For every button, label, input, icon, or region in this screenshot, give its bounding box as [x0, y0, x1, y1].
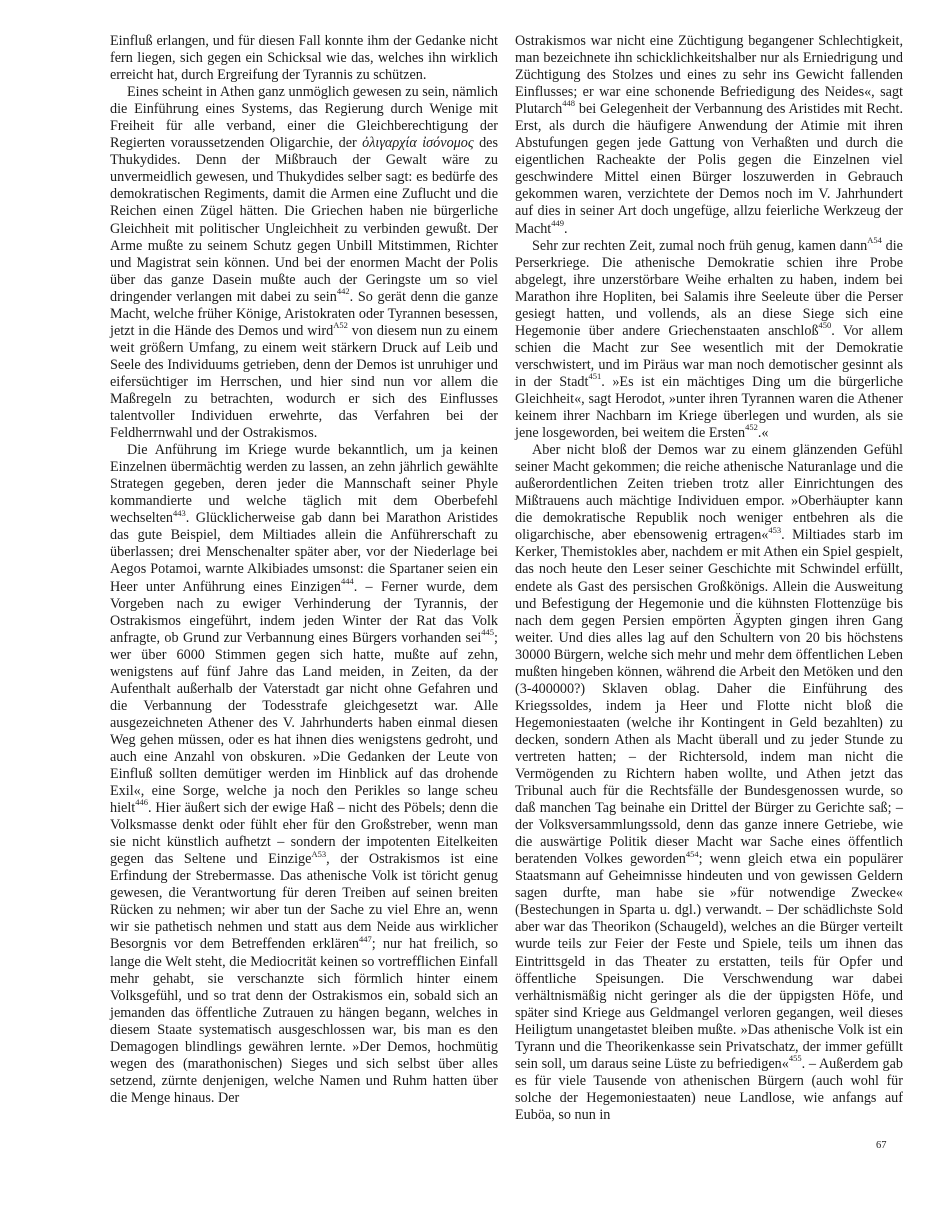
footnote-ref: 446 — [135, 797, 148, 808]
footnote-ref: 442 — [336, 285, 350, 296]
footnote-ref: 449 — [551, 217, 564, 228]
footnote-ref: 453 — [768, 524, 782, 535]
footnote-ref: 454 — [685, 848, 699, 859]
footnote-ref: 447 — [359, 933, 372, 944]
footnote-ref: A54 — [867, 234, 882, 245]
right-text-column — [515, 33, 903, 1124]
footnote-ref: 451 — [588, 371, 602, 382]
paragraph: Einfluß erlangen, und für diesen Fall konnte ihm der Gedanke nicht fern liegen, sich gegen ein Schicksal wie das, welches ihn wirklich erreicht hat, durch Ergreifung der Tyrannis zu schützen. — [110, 33, 498, 84]
greek-term: ὀλιγαρχία ἰσόνομος — [362, 135, 474, 152]
footnote-ref: 448 — [562, 98, 576, 109]
left-text-column — [110, 33, 498, 1107]
paragraph: Die Anführung im Kriege wurde bekanntlich, um ja keinen Einzelnen übermächtig werden zu lassen, an zehn jährlich gewählte Strategen gegeben, deren jeder die Mannschaft seiner Phyle kommandierte und welche täglich mit dem Oberbefehl wechselten$^{443}$. Glücklicherweise gab dann bei Marathon Aristides das gute Beispiel, dem Miltiades allein die Anführerschaft zu überlassen; drei Menschenalter später aber, vor der Niederlage bei Aegos Potamoi, warnte Alkibiades umsonst: die Spartaner seien ein Heer unter Anführung eines Einzigen$^{444}$. – Ferner wurde, dem Vorgeben nach zu ewiger Verhinderung der Tyrannis, der Ostrakismos eingeführt, indem jeden Winter der Rat das Volk anfragte, ob Grund zur Verbannung eines Bürgers vorhanden sei$^{445}$; wer über 6000 Stimmen gegen sich hatte, mußte auf zehn, wenigstens auf fünf Jahre das Land meiden, in Zeiten, da der Aufenthalt außerhalb der Vaterstadt gar nicht ohne Gefahren und die Verbannung der Todesstrafe gleichgesetzt war. Alle ausgezeichneten Athener des V. Jahrhunderts haben einmal diesen Weg gehen müssen, oder es hat ihnen dies wenigstens gedroht, und auch eine Anzahl von obskuren. »Die Gedanken der Leute von Einfluß sollten demütiger werden im Hinblick auf das drohende Exil«, eine Sorge, welche ja noch den Perikles so lange scheu hielt$^{446}$. Hier äußert sich der ewige Haß – nicht des Pöbels; denn die Volksmasse denkt oder fühlt eher für den Großstreber, wenn man sie nicht künstlich aufhetzt – sondern der impotenten Eitelkeiten gegen das Seltene und Einzige$^{A53}$, der Ostrakismos ist eine Erfindung der Strebermasse. Das athenische Volk ist töricht genug gewesen, die Verantwortung für deren Treiben auf seinen breiten Rücken zu nehmen; wir aber tun der Sache zu viel Ehre an, wenn wir sie pathetisch nehmen und statt aus dem Neide aus wirklicher Besorgnis vor dem Betreffenden erklären$^{447}$; nur hat freilich, so lange die Welt steht, die Mediocrität keinen so vortrefflichen Einfall mehr gehabt, sie verschanzte sich förmlich hinter einem Volksgefühl, und so trat denn der Ostrakismos ein, sobald sich an jemanden das öffentliche Zutrauen zu hängen begann, welches in diesem Staate systematisch ausgeschlossen war, bis man es den Demagogen blindlings gewähren lernte. »Der Demos, hochmütig wegen des (marathonischen) Sieges und sich selbst über alles setzend, zürnte denjenigen, welche Namen und Ruhm hatten über die Menge hinaus. Der — [110, 442, 498, 1106]
paragraph: Eines scheint in Athen ganz unmöglich gewesen zu sein, nämlich die Einführung eines Systems, das Regierung durch Wenige mit Freiheit für alle verband, einer die Gleichberechtigung der Regierten voraussetzenden Oligarchie, der ὀλιγαρχία ἰσόνομος des Thukydides. Denn der Mißbrauch der Gewalt wäre zu unvermeidlich gewesen, und Thukydides selber sagt: es bedürfe des demokratischen Regiments, damit die Armen eine Zuflucht und die Reichen einen Zügel hätten. Die Griechen haben nie bürgerliche Gleichheit mit politischer Ungleichheit zu verbinden gewußt. Der Arme mußte zu seinem Schutz gegen Unbill Mitstimmen, Richter und Magistrat sein können. Und bei der enormen Macht der Polis über das ganze Dasein mußte auch der Geringste um so viel dringender verlangen mit dabei zu sein$^{442}$. So gerät denn die ganze Macht, welche früher Könige, Aristokraten oder Tyrannen besessen, jetzt in die Hände des Demos und wird$^{A52}$ von diesem nun zu einem weit größern Umfang, zu einem weit stärkern Druck auf Leib und Seele des Individuums getrieben, denn der Demos ist unruhiger und eifersüchtiger im Herrschen, und hier sind nun vor allem die Maßregeln zu betrachten, wodurch er sich des Einflusses talentvoller Individuen erwehrte, das Verfahren bei der Feldherrnwahl und der Ostrakismos. — [110, 84, 498, 442]
footnote-ref: A53 — [311, 848, 327, 859]
paragraph: Ostrakismos war nicht eine Züchtigung begangener Schlechtigkeit, man bezeichnete ihn schicklichkeitshalber nur als Erniedrigung und Züchtigung des Stolzes und eines zu sehr ins Gewicht fallenden Einflusses; er war eine schonende Befriedigung des Neides«, sagt Plutarch$^{448}$ bei Gelegenheit der Verbannung des Aristides mit Recht. Erst, als durch die häufigere Anwendung der Atimie mit ihren Abstufungen gegen jede Gattung von Verhaßten und durch die eigentlichen Racheakte der Polis gegen die Einzelnen viel geschwindere Mittel einen Bürger loszuwerden in Gebrauch gekommen waren, verzichtete der Demos noch im V. Jahrhundert auf dies in seiner Art doch ungefüge, allzu feierliche Werkzeug der Macht$^{449}$. — [515, 33, 903, 237]
paragraph: Aber nicht bloß der Demos war zu einem glänzenden Gefühl seiner Macht gekommen; die reiche athenische Naturanlage und die außerordentlichen Zeiten trieben trotz aller Einrichtungen des Mißtrauens auch mächtige Individuen empor. »Oberhäupter kann die demokratische Republik noch weniger entbehren als die oligarchische, aber ebensowenig ertragen«$^{453}$. Miltiades starb im Kerker, Themistokles aber, nachdem er mit Athen ein Spiel gespielt, das noch heute den Leser seiner Geschichte mit Schwindel erfüllt, endete als Gast des persischen Großkönigs. Allein die Ausweitung und Befestigung der Hegemonie und die kühnsten Flottenzüge bis nach dem gegen Persien empörten Ägypten gingen ihren Gang weiter. Und dies alles lag auf den Schultern von 20 bis höchstens 30000 Bürgern, welche sich mehr und mehr dem öffentlichen Leben mußten hingeben können, während die Arbeit den Metöken und den (3-400000?) Sklaven oblag. Daher die Einführung des Kriegssoldes, indem ja Heer und Flotte nicht bloß die Hegemoniestaaten (welche ihr Kontingent in Geld bezahlten) zu decken, sondern Athen als Macht überall und zu jeder Stunde zu vertreten hatten; – der Richtersold, indem man nicht die Vermögenden zu Richtern haben wollte, und Athen jetzt das Tribunal auch für die Rechtsfälle der Bundesgenossen wurde, so daß manchen Tag beinahe ein Drittel der Bürger zu Gerichte saß; – der Volksversammlungssold, denn das ganze innere Getriebe, wie die auswärtige Politik dieser Macht war Sache eines öffentlich beratenden Volkes geworden$^{454}$; wenn gleich etwa ein populärer Staatsmann auf Geheimnisse hindeuten und von gewissen Geldern sagen durfte, man habe sie »für notwendige Zwecke« (Bestechungen in Sparta u. dgl.) verwandt. – Der schädlichste Sold aber war das Theorikon (Schaugeld), welches an die Bürger verteilt wurde teils zur Feier der Feste und Spiele, teils um ihnen das Eintrittsgeld in das Theater zu erstatten, teils für Opfer und öffentliche Speisungen. Die Verschwendung war dabei verhältnismäßig nicht geringer als die der üppigsten Höfe, und später sind Kriege aus Geldmangel verloren gegangen, weil dieses Heiligtum unangetastet bleiben mußte. »Das athenische Volk ist ein Tyrann und die Theorikenkasse sein Privatschatz, der immer gefüllt sein soll, um daraus seine Lüste zu befriedigen«$^{455}$. – Außerdem gab es für viele Tausende von athenischen Bürgern (auch wohl für solche der Hegemoniestaaten) neue Landlose, wie anfangs auf Euböa, so nun in — [515, 442, 904, 1123]
footnote-ref: 445 — [481, 626, 495, 637]
footnote-ref: A52 — [333, 320, 348, 331]
footnote-ref: 444 — [340, 575, 354, 586]
paragraph: Sehr zur rechten Zeit, zumal noch früh genug, kamen dann$^{A54}$ die Perserkriege. Die athenische Demokratie schien ihre Probe abgelegt, ihre unzerstörbare Weihe erhalten zu haben, indem bei Marathon ihre Hopliten, bei Salamis ihre Seeleute über die Perser gesiegt hatten, und vollends, als an diese Siege sich eine Hegemonie über andere Griechenstaaten anschloß$^{450}$. Vor allem schien die Macht zur See wesentlich mit der Demokratie verschwistert, und im Piräus war man noch demotischer gesinnt als in der Stadt$^{451}$. »Es ist ein mächtiges Ding um die bürgerliche Gleichheit«, sagt Herodot, »unter ihren Tyrannen waren die Athener keinem ihrer Nachbarn im Kriege überlegen und wurden, als sie jene losgeworden, bei weitem die Ersten$^{452}$.« — [515, 234, 903, 442]
footnote-ref: 443 — [173, 507, 186, 518]
footnote-ref: 452 — [745, 422, 758, 433]
page-number: 67 — [876, 1140, 887, 1151]
footnote-ref: 450 — [818, 320, 832, 331]
footnote-ref: 455 — [788, 1053, 802, 1064]
